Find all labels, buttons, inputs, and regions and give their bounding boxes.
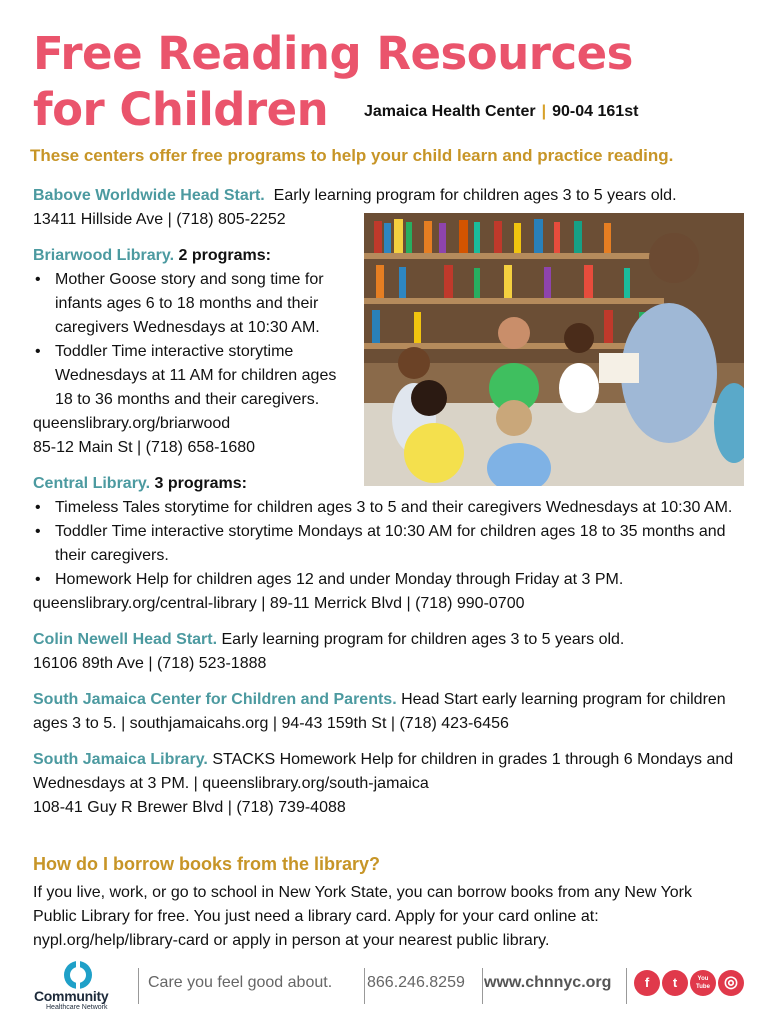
- entry-colin-desc: Early learning program for children ages 3 to 5 years old.: [221, 631, 625, 648]
- entry-sjccp: [33, 688, 738, 736]
- footer-website-link[interactable]: www.chnnyc.org: [484, 974, 612, 991]
- entry-colin: [33, 628, 738, 676]
- location-line: [364, 103, 638, 121]
- entry-sjccp-name: South Jamaica Center for Children and Parents.: [33, 691, 397, 708]
- facebook-icon[interactable]: f: [634, 970, 660, 996]
- faq-question: How do I borrow books from the library?: [33, 854, 381, 874]
- footer-divider: [482, 968, 483, 1004]
- entry-sjlib-name: South Jamaica Library.: [33, 751, 208, 768]
- location-address: 90-04 161st: [552, 103, 639, 120]
- entry-briarwood: [33, 244, 358, 460]
- entry-central-list: [33, 496, 738, 592]
- list-item: • Timeless Tales storytime for children ages 3 to 5 and their caregivers Wednesdays at 10:30 AM.: [33, 496, 738, 520]
- entry-sjccp-desc: Head Start early learning program for children ages 3 to 5. | southjamaicahs.org | 94-43 159th St | (718) 423-6456: [33, 691, 726, 732]
- community-healthcare-network-logo: [30, 960, 130, 1010]
- entry-colin-contact: 16106 89th Ave | (718) 523-1888: [33, 655, 267, 672]
- footer-divider: [138, 968, 139, 1004]
- entry-central-contact: queenslibrary.org/central-library | 89-11 Merrick Blvd | (718) 990-0700: [33, 595, 525, 612]
- location-name: Jamaica Health Center: [364, 103, 536, 120]
- intro-subtitle: These centers offer free programs to help your child learn and practice reading.: [30, 146, 674, 165]
- entry-sjlib-desc: STACKS Homework Help for children in grades 1 through 6 Mondays and Wednesdays at 3 PM. | queenslibrary.org/south-jamaica: [33, 751, 734, 792]
- twitter-icon[interactable]: t: [662, 970, 688, 996]
- entry-sjlib-contact: 108-41 Guy R Brewer Blvd | (718) 739-4088: [33, 799, 346, 816]
- entry-briarwood-name: Briarwood Library.: [33, 247, 175, 264]
- list-item: • Mother Goose story and song time for infants ages 6 to 18 months and their caregivers Wednesdays at 10:30 AM.: [33, 268, 358, 340]
- list-item: • Toddler Time interactive storytime Mondays at 10:30 AM for children ages 18 to 35 months and their caregivers.: [33, 520, 738, 568]
- program-listings: [33, 184, 738, 832]
- entry-briarwood-programs: 2 programs:: [178, 247, 271, 264]
- entry-babove: [33, 184, 738, 232]
- footer: [0, 958, 768, 1018]
- list-item: • Toddler Time interactive storytime Wednesdays at 11 AM for children ages 18 to 36 months and their caregivers.: [33, 340, 358, 412]
- entry-sjlib: [33, 748, 738, 820]
- entry-babove-contact: 13411 Hillside Ave | (718) 805-2252: [33, 211, 286, 228]
- youtube-icon[interactable]: You Tube: [690, 970, 716, 996]
- entry-babove-desc: Early learning program for children ages 3 to 5 years old.: [273, 187, 677, 204]
- footer-divider: [364, 968, 365, 1004]
- entry-babove-name: Babove Worldwide Head Start.: [33, 187, 265, 204]
- logo-subtitle: Healthcare Network: [46, 1004, 108, 1011]
- location-separator: |: [541, 103, 547, 120]
- entry-central: [33, 472, 738, 616]
- entry-briarwood-url: queenslibrary.org/briarwood: [33, 415, 231, 432]
- footer-tagline: Care you feel good about.: [148, 974, 333, 991]
- logo-mark-icon: [63, 960, 93, 990]
- faq-answer: If you live, work, or go to school in New York State, you can borrow books from any New York Public Library for free. You just need a library card. Apply for your card online at: nypl.org/help/library-card or apply in person at your nearest public library.: [33, 884, 692, 949]
- entry-central-programs: 3 programs:: [154, 475, 247, 492]
- footer-divider: [626, 968, 627, 1004]
- entry-briarwood-list: [33, 268, 358, 412]
- entry-central-name: Central Library.: [33, 475, 151, 492]
- footer-phone: 866.246.8259: [367, 974, 465, 991]
- instagram-icon[interactable]: ◎: [718, 970, 744, 996]
- entry-briarwood-contact: 85-12 Main St | (718) 658-1680: [33, 439, 256, 456]
- logo-name: Community: [34, 988, 109, 1004]
- list-item: • Homework Help for children ages 12 and under Monday through Friday at 3 PM.: [33, 568, 738, 592]
- entry-colin-name: Colin Newell Head Start.: [33, 631, 218, 648]
- page-title: Free Reading Resources for Children: [33, 27, 633, 136]
